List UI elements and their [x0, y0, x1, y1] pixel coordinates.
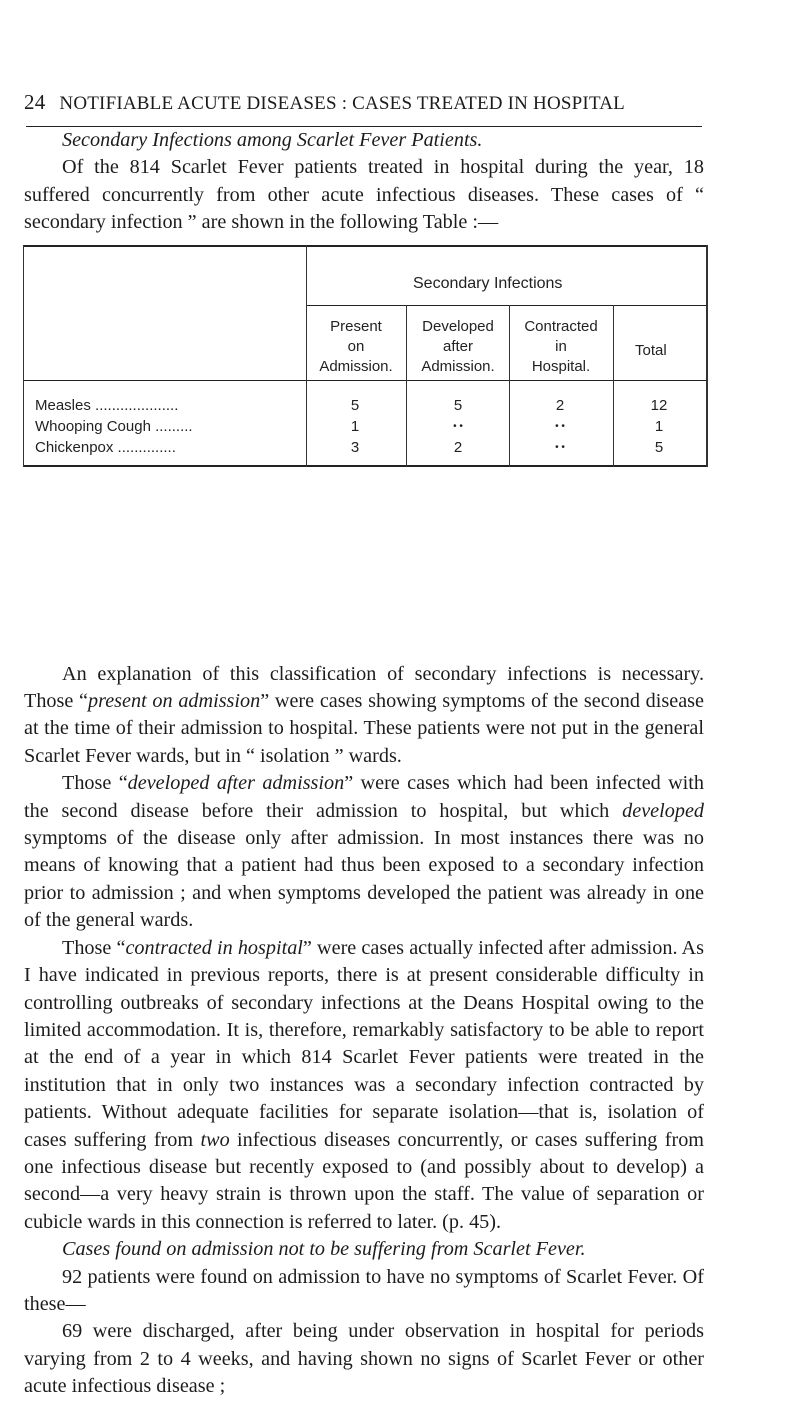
document-page — [24, 0, 776, 1398]
column-divider-3 — [613, 305, 614, 467]
subheading-not-scarlet-fever: Cases found on admission not to be suffering from Scarlet Fever. — [62, 1238, 586, 1261]
intro-paragraph: Of the 814 Scarlet Fever patients treated in hospital during the year, 18 suffered concurrently from other acute infectious diseases. These cases of “ secondary infection ” are shown in the following Table :— — [24, 156, 704, 234]
paragraph-contracted-in-hospital: Those “contracted in hospital” were cases actually infected after admission. As I have indicated in previous reports, there is at present considerable difficulty in controlling outbreaks of secondary infections at the Deans Hospital owing to the limited accommodation. It is, therefore, remarkably satisfactory to be able to report at the end of a year in which 814 Scarlet Fever patients were treated in the institution that in only two instances was a secondary infection contracted by patients. Without adequate facilities for separate isolation—that is, isolation of cases suffering from two infectious diseases concurrently, or cases suffering from one infectious disease but recently exposed to (and possibly about to develop) a second—a very heavy strain is thrown upon the staff. The value of separation or cubicle wards in this connection is referred to later. (p. 45). — [24, 936, 705, 1233]
col-header-developed: Developed after Admission. — [421, 317, 495, 375]
cell-measles-total: 12 — [650, 396, 668, 414]
page-body — [24, 127, 704, 1401]
secondary-infections-table — [21, 245, 709, 652]
table-left-border — [23, 245, 24, 467]
group-rule — [306, 305, 706, 306]
table-right-border — [706, 245, 708, 467]
cell-chickenpox-present: 3 — [350, 438, 360, 456]
running-title: NOTIFIABLE ACUTE DISEASES : CASES TREATED IN HOSPITAL — [59, 93, 625, 114]
row-label-whooping-cough: Whooping Cough ......... — [35, 417, 193, 435]
cell-whooping-contracted: • • — [555, 420, 565, 432]
cell-measles-contracted: 2 — [555, 396, 565, 414]
row-label-chickenpox: Chickenpox .............. — [35, 438, 176, 456]
col-header-total: Total — [635, 341, 667, 359]
cell-measles-present: 5 — [350, 396, 360, 414]
row-label-measles: Measles .................... — [35, 396, 179, 414]
col-header-present: Present on Admission. — [319, 317, 393, 375]
paragraph-developed-after-admission: Those “developed after admission” were cases which had been infected with the second disease before their admission to hospital, but which developed symptoms of the disease only after admission. In most instances there was no means of knowing that a patient had thus been exposed to a secondary infection prior to admission ; and when symptoms developed the patient was already in one of the general wards. — [24, 772, 704, 932]
header-bottom-rule — [23, 380, 707, 381]
group-header: Secondary Infections — [413, 274, 563, 292]
paragraph-present-on-admission: An explanation of this classification of secondary infections is necessary. Those “present on admission” were cases showing symptoms of the second disease at the time of their admission to hospital. These patients were not put in the general Scarlet Fever wards, but in “ isolation ” wards. — [24, 662, 704, 767]
cell-chickenpox-total: 5 — [654, 438, 664, 456]
paragraph-92-patients: 92 patients were found on admission to have no symptoms of Scarlet Fever. Of these— — [24, 1265, 704, 1315]
cell-whooping-developed: • • — [453, 420, 463, 432]
cell-whooping-total: 1 — [654, 417, 664, 435]
cell-chickenpox-contracted: • • — [555, 441, 565, 453]
table-bottom-rule — [23, 465, 707, 467]
cell-whooping-present: 1 — [350, 417, 360, 435]
table-top-rule — [23, 245, 707, 247]
paragraph-69-discharged: 69 were discharged, after being under observation in hospital for periods varying from 2 to 4 weeks, and having shown no signs of Scarlet Fever or other acute infectious disease ; — [24, 1320, 704, 1398]
cell-measles-developed: 5 — [453, 396, 463, 414]
section-heading: Secondary Infections among Scarlet Fever Patients. — [62, 129, 483, 151]
page-number: 24 — [24, 90, 46, 114]
cell-chickenpox-developed: 2 — [453, 438, 463, 456]
col-header-contracted: Contracted in Hospital. — [524, 317, 598, 375]
running-header — [24, 90, 704, 115]
